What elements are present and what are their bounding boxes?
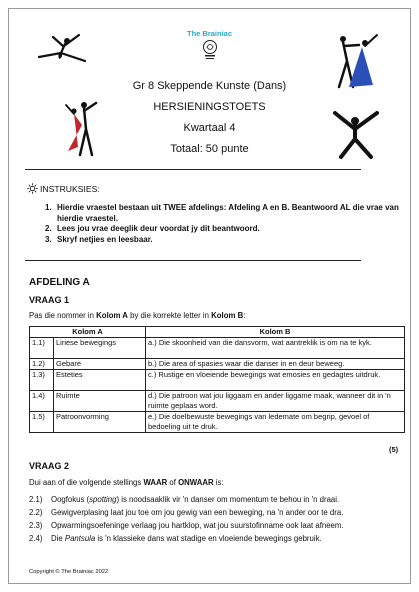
section-a-heading: AFDELING A bbox=[29, 277, 90, 288]
table-row: 1.3) Esteties c.) Rustige en vloeiende bewegings wat emosies en gedagtes uitdruk. bbox=[30, 370, 405, 391]
title-block bbox=[9, 76, 410, 160]
brand-name: The Brainiac bbox=[186, 29, 232, 38]
question-1-instruction: Pas die nommer in Kolom A by die korrekte letter in Kolom B: bbox=[29, 311, 246, 320]
matching-table bbox=[29, 326, 405, 433]
worksheet-page bbox=[8, 8, 411, 584]
column-a-header: Kolom A bbox=[30, 327, 146, 338]
term-label: Kwartaal 4 bbox=[183, 122, 236, 134]
list-item: 2.4) Die Pantsula is 'n klassieke dans wat stadige en vloeiende bewegings gebruik. bbox=[29, 534, 322, 543]
ballet-leap-dancer-image bbox=[31, 31, 93, 71]
divider-top bbox=[25, 169, 361, 170]
question-2-heading: VRAAG 2 bbox=[29, 461, 70, 471]
divider-middle bbox=[25, 260, 361, 261]
subject-title: Gr 8 Skeppende Kunste (Dans) bbox=[132, 80, 287, 92]
copyright-footer: Copyright © The Brainiac 2022 bbox=[29, 569, 109, 575]
question-1-marks: (5) bbox=[389, 445, 399, 454]
test-type: HERSIENINGSTOETS bbox=[153, 101, 266, 113]
question-2-instruction: Dui aan of die volgende stellings WAAR of ONWAAR is: bbox=[29, 478, 224, 487]
column-b-header: Kolom B bbox=[146, 327, 405, 338]
instruction-item: 3. Skryf netjies en leesbaar. bbox=[45, 234, 153, 244]
instructions-list bbox=[45, 203, 405, 245]
list-item: 2.1) Oogfokus (spotting) is noodsaaklik vir 'n danser om momentum te behou in 'n draai. bbox=[29, 495, 340, 504]
question-1-heading: VRAAG 1 bbox=[29, 295, 70, 305]
instructions-heading-text: INSTRUKSIES: bbox=[40, 183, 100, 194]
table-row: 1.2) Gebare b.) Die area of spasies waar die danser in en deur beweeg. bbox=[30, 359, 405, 370]
list-item: 2.3) Opwarmingsoefeninge verlaag jou hartklop, wat jou suurstofinname ook laat afneem. bbox=[29, 521, 344, 530]
instruction-item: 2. Lees jou vrae deeglik deur voordat jy dit beantwoord. bbox=[45, 224, 260, 233]
instruction-item: 1. Hierdie vraestel bestaan uit TWEE afdelings: Afdeling A en B. Beantwoord AL die vrae van hierdie vraestel. bbox=[45, 203, 399, 223]
brand-logo-icon bbox=[202, 39, 218, 61]
table-row: 1.4) Ruimte d.) Die patroon wat jou liggaam en ander liggame maak, wanneer dit in 'n ruimte geplaas word. bbox=[30, 391, 405, 412]
table-row: 1.5) Patroonvorming e.) Die doelbewuste bewegings van ledemate om begrip, gevoel of bedoeling uit te druk. bbox=[30, 412, 405, 433]
table-header-row bbox=[30, 327, 405, 338]
table-row: 1.1) Liriese bewegings a.) Die skoonheid van die dansvorm, wat aantreklik is om na te kyk. bbox=[30, 338, 405, 359]
question-2-statements bbox=[29, 495, 407, 547]
total-marks: Totaal: 50 punte bbox=[170, 143, 249, 155]
sun-icon bbox=[27, 183, 38, 194]
instructions-heading bbox=[27, 183, 100, 194]
list-item: 2.2) Gewigverplasing laat jou toe om jou gewig van een beweging, na 'n ander oor te dra. bbox=[29, 508, 344, 517]
